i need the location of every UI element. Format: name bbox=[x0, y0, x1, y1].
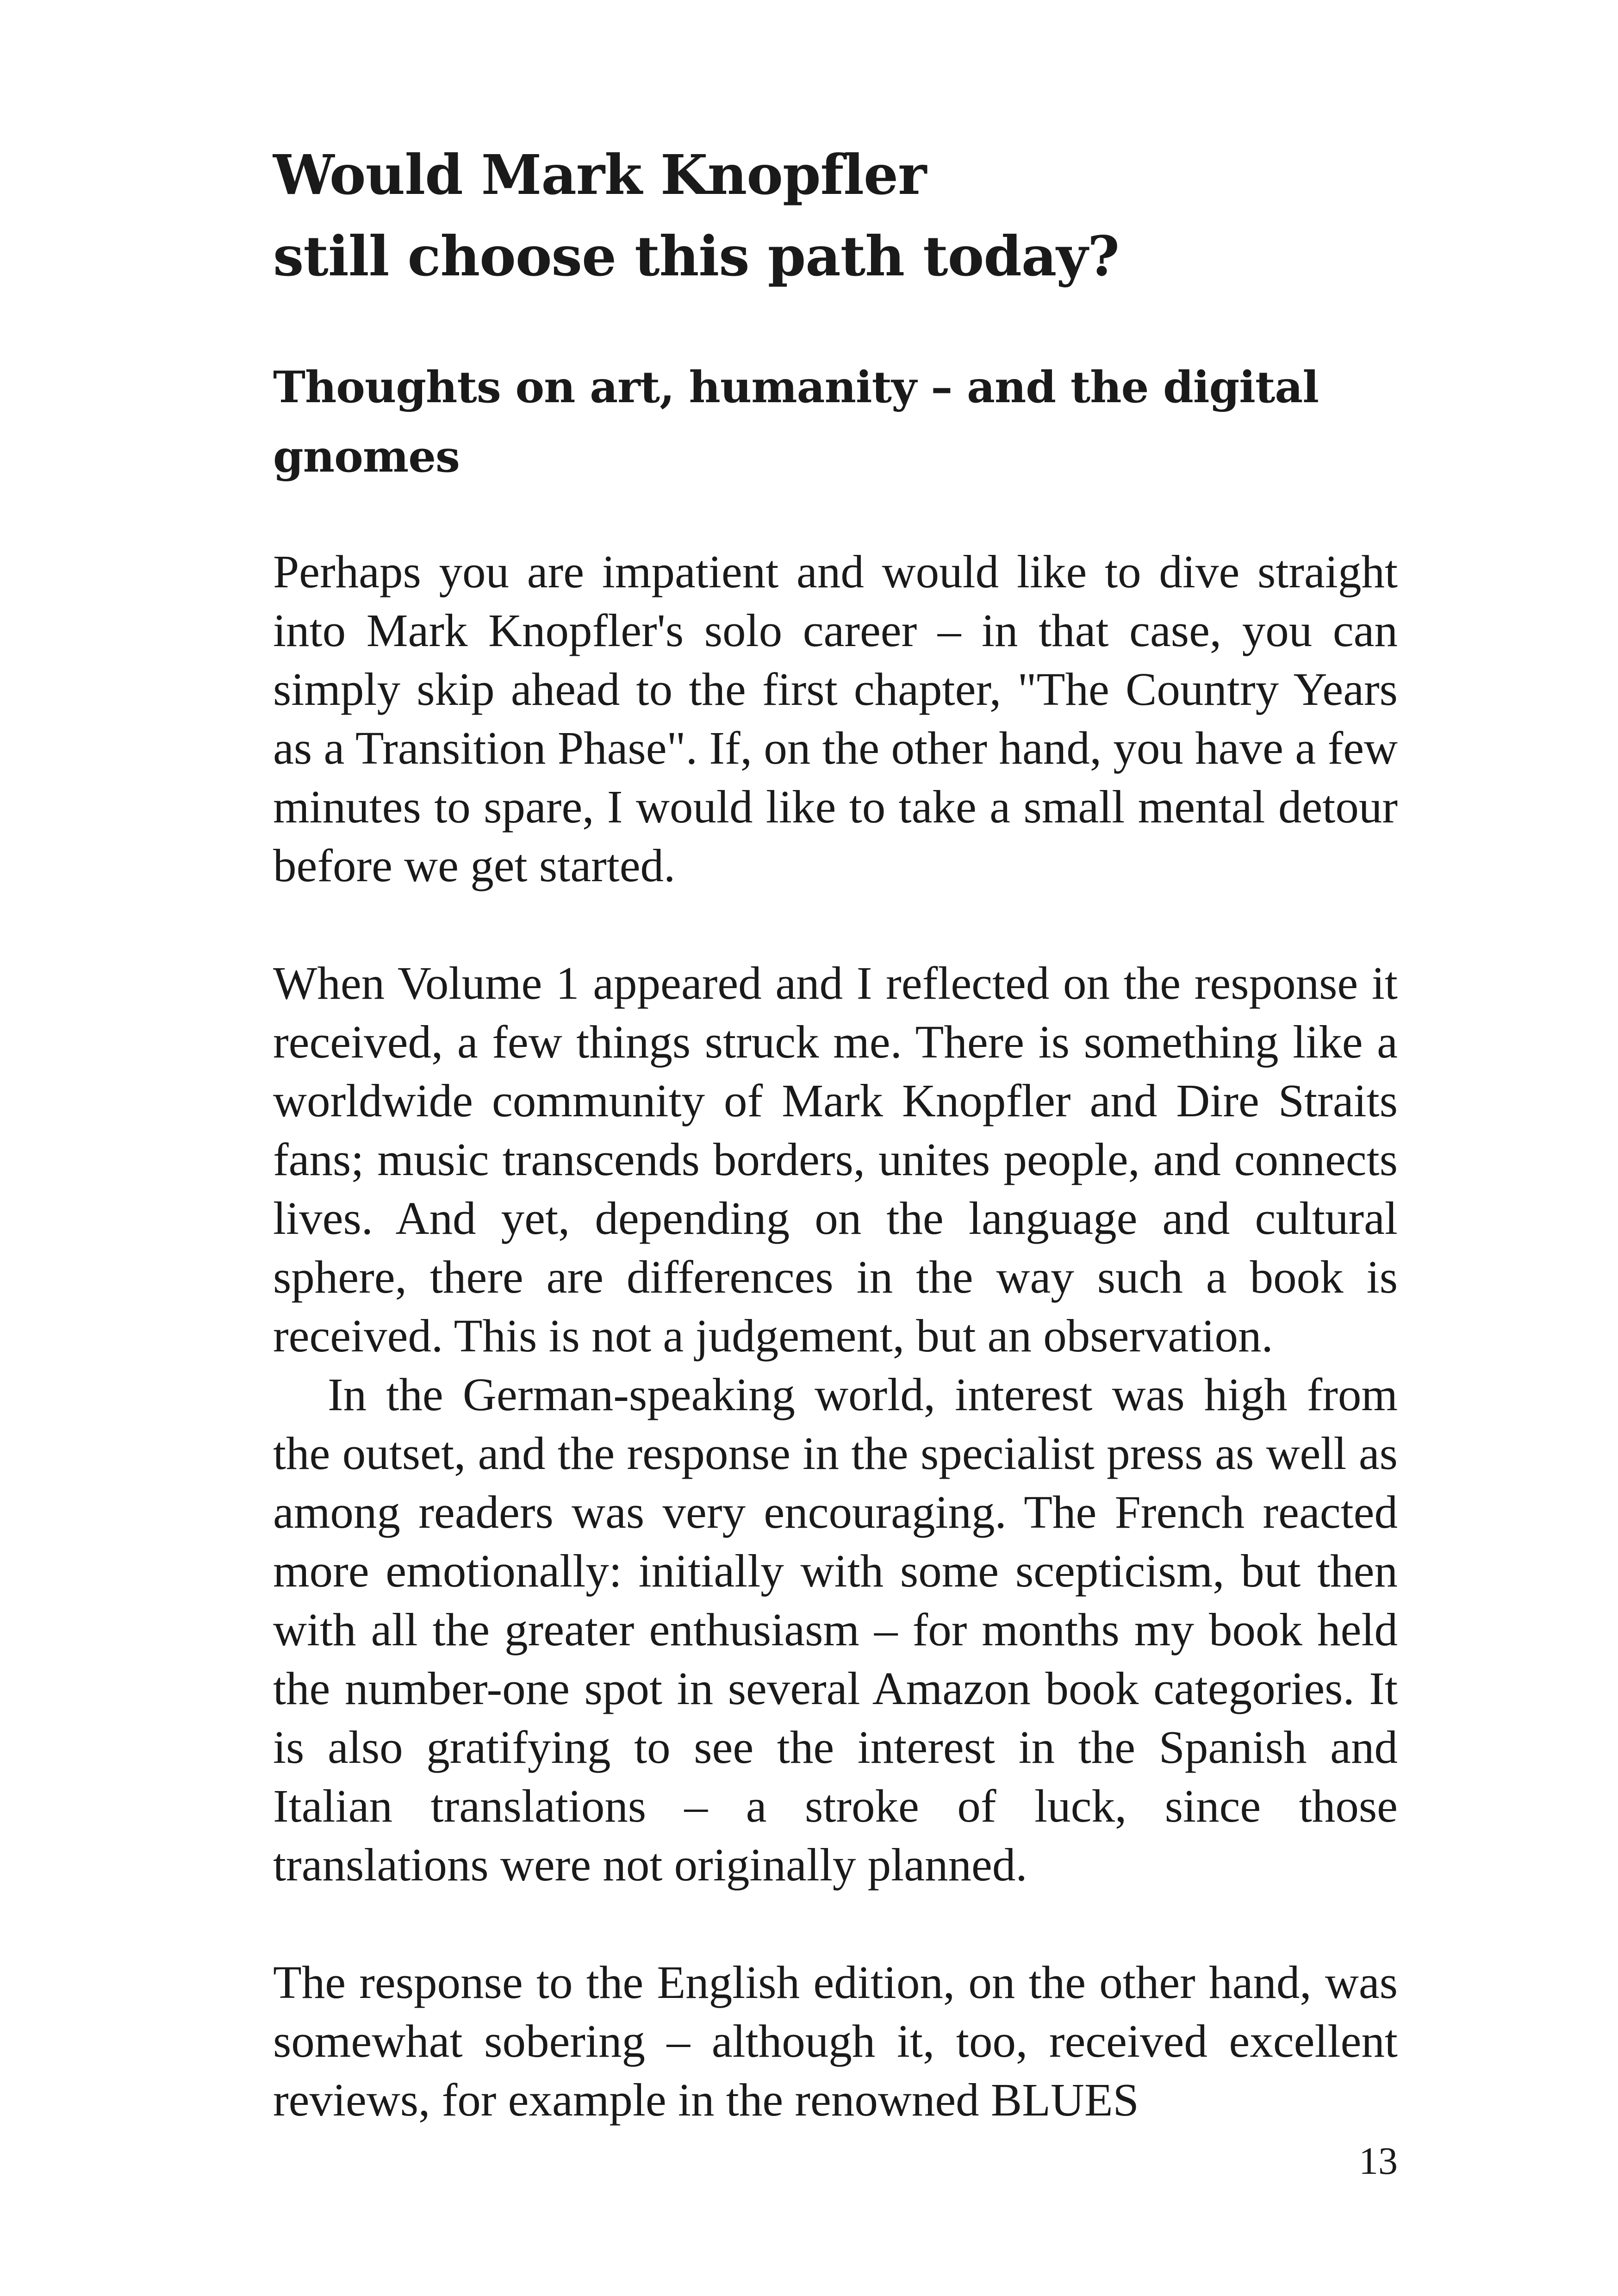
chapter-title bbox=[273, 134, 1398, 297]
chapter-subtitle: Thoughts on art, humanity – and the digital gnomes bbox=[273, 362, 1319, 482]
body-text bbox=[273, 542, 1398, 2129]
page-number: 13 bbox=[1359, 2140, 1398, 2183]
paragraph-2: When Volume 1 appeared and I reflected on the response it received, a few things struck me. There is something like a worldwide community of Mark Knopfler and Dire Straits fans; music transcends borders, unites people, and connects lives. And yet, depending on the language and cultural sphere, there are differences in the way such a book is received. This is not a judgement, but an observation. bbox=[273, 957, 1398, 1362]
book-page bbox=[273, 134, 1398, 2194]
chapter-title-line-1: Would Mark Knopfler bbox=[273, 143, 927, 207]
chapter-title-line-2: still choose this path today? bbox=[273, 224, 1120, 288]
paragraph-4: The response to the English edition, on the other hand, was somewhat sobering – although it, too, received excellent reviews, for example in the renowned BLUES bbox=[273, 1956, 1398, 2126]
paragraph-1: Perhaps you are impatient and would like to dive straight into Mark Knopfler's solo career – in that case, you can simply skip ahead to the first chapter, "The Country Years as a Transition Phase". If, on the other hand, you have a few minutes to spare, I would like to take a small mental detour before we get started. bbox=[273, 546, 1398, 891]
paragraph-3: In the German-speaking world, interest was high from the outset, and the response in the specialist press as well as among readers was very encouraging. The French reacted more emotionally: initially with some scepticism, but then with all the greater enthusiasm – for months my book held the number-one spot in several Amazon book categories. It is also gratifying to see the interest in the Spanish and Italian translations – a stroke of luck, since those translations were not originally planned. bbox=[273, 1369, 1398, 1891]
